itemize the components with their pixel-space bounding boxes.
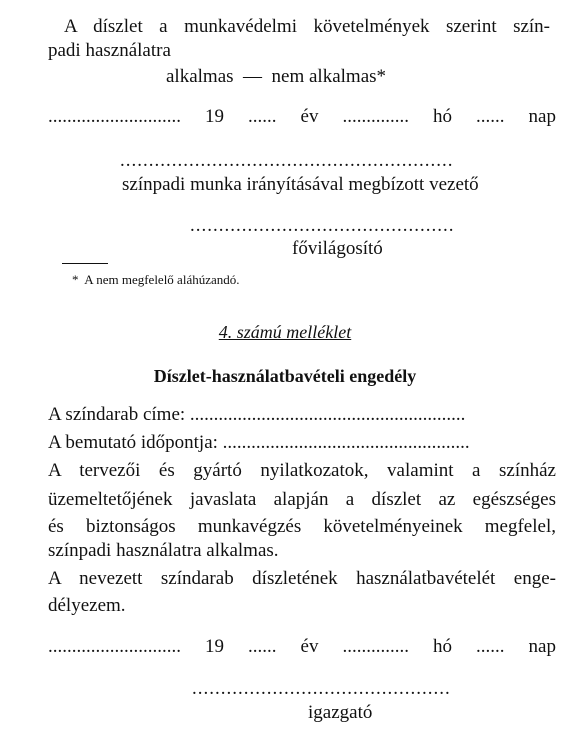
approval-text-line-1: A díszlet a munkavédelmi követelmények szerint szín- bbox=[64, 16, 550, 37]
signature-line-lighting: .............................................. bbox=[190, 215, 455, 236]
footnote: * A nem megfelelő aláhúzandó. bbox=[72, 272, 240, 287]
signature-label-lighting: fővilágosító bbox=[292, 238, 383, 259]
footnote-rule bbox=[62, 263, 108, 264]
annex-heading: Díszlet-használatbavételi engedély bbox=[153, 366, 417, 386]
signature-line-director: ............................................. bbox=[192, 678, 451, 699]
field-premiere-date: A bemutató időpontja: .................................................... bbox=[48, 432, 470, 453]
paragraph-1-line-4: színpadi használatra alkalmas. bbox=[48, 540, 279, 561]
paragraph-1-line-2: üzemeltetőjének javaslata alapján a díszlet az egészséges bbox=[48, 489, 556, 510]
signature-label-stage-manager: színpadi munka irányításával megbízott vezető bbox=[122, 174, 479, 195]
paragraph-1-line-3: és biztonságos munkavégzés követelményeinek megfelel, bbox=[48, 516, 556, 537]
paragraph-2-line-1: A nevezett színdarab díszletének használatbavételét enge- bbox=[48, 568, 556, 589]
signature-line-stage-manager: .......................................................... bbox=[120, 150, 454, 171]
paragraph-2-line-2: délyezem. bbox=[48, 595, 126, 616]
signature-label-director: igazgató bbox=[308, 702, 373, 723]
approval-options: alkalmas — nem alkalmas* bbox=[166, 66, 387, 87]
field-play-title: A színdarab címe: .......................................................... bbox=[48, 404, 466, 425]
annex-title: 4. számú melléklet bbox=[218, 322, 352, 342]
approval-text-line-2: padi használatra bbox=[48, 40, 171, 61]
approval-date-line: ............................ 19 ...... év .............. hó ...... nap bbox=[48, 106, 556, 127]
paragraph-1-line-1: A tervezői és gyártó nyilatkozatok, valamint a színház bbox=[48, 460, 556, 481]
annex-date-line: ............................ 19 ...... év .............. hó ...... nap bbox=[48, 636, 556, 657]
